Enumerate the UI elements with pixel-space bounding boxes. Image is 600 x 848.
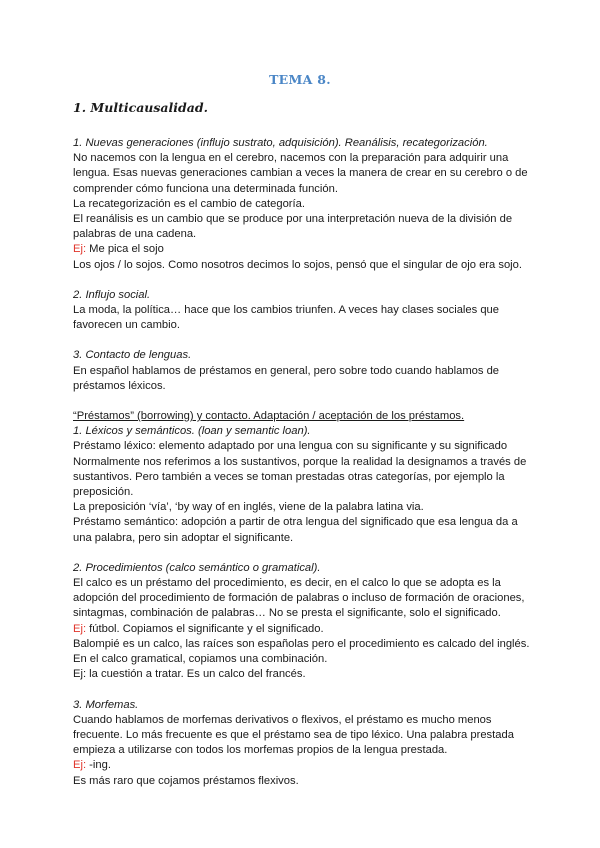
page-title: TEMA 8. <box>269 72 331 87</box>
paragraph: Los ojos / lo sojos. Como nosotros decimos lo sojos, pensó que el singular de ojo era sojo. <box>73 258 522 271</box>
document-body <box>73 100 533 789</box>
subheading-lexicos-semanticos: 1. Léxicos y semánticos. (loan y semantic loan). <box>73 425 311 438</box>
paragraph: Balompié es un calco, las raíces son españolas pero el procedimiento es calcado del inglés. <box>73 637 530 650</box>
paragraph: En español hablamos de préstamos en general, pero sobre todo cuando hablamos de préstamos léxicos. <box>73 364 500 392</box>
example-line <box>73 242 533 257</box>
paragraph: Préstamo léxico: elemento adaptado por una lengua con su significante y su significado <box>73 440 508 453</box>
section-heading-prestamos: “Préstamos” (borrowing) y contacto. Adaptación / aceptación de los préstamos. <box>73 410 465 423</box>
paragraph: El reanálisis es un cambio que se produce por una interpretación nueva de la división de palabras de una cadena. <box>73 213 513 241</box>
example-line <box>73 622 533 637</box>
example-line <box>73 758 533 773</box>
example-label: Ej: <box>73 622 87 635</box>
subheading-nuevas-generaciones: 1. Nuevas generaciones (influjo sustrato, adquisición). Reanálisis, recategorización. <box>73 137 488 149</box>
example-text: fútbol. Copiamos el significante y el significado. <box>86 622 324 635</box>
paragraph: En el calco gramatical, copiamos una combinación. <box>73 653 328 666</box>
paragraph: La preposición ‘vía’, ‘by way of en inglés, viene de la palabra latina via. <box>73 501 424 514</box>
example-label: Ej: <box>73 759 87 772</box>
example-text: Me pica el sojo <box>86 243 164 256</box>
example-label: Ej: <box>73 243 87 256</box>
paragraph: La recategorización es el cambio de categoría. <box>73 197 305 210</box>
paragraph: No nacemos con la lengua en el cerebro, nacemos con la preparación para adquirir una lengua. Esas nuevas generaciones cambian a veces la manera de crear en su cerebro o de comprender cómo funciona una determinada función. <box>73 152 528 195</box>
paragraph: Es más raro que cojamos préstamos flexivos. <box>73 774 299 787</box>
paragraph: Normalmente nos referimos a los sustantivos, porque la realidad la designamos a través de sustantivos. Pero también a veces se toman prestadas otras categorías, por ejemplo la preposición. <box>73 455 527 499</box>
section-heading-multicausalidad: 1. Multicausalidad. <box>73 100 208 115</box>
paragraph: Cuando hablamos de morfemas derivativos o flexivos, el préstamo es mucho menos frecuente. Lo más frecuente es que el préstamo sea de tipo léxico. Una palabra prestada empieza a utilizarse con todos los morfemas propios de la lengua prestada. <box>73 713 514 757</box>
paragraph: Ej: la cuestión a tratar. Es un calco del francés. <box>73 668 306 681</box>
paragraph: El calco es un préstamo del procedimiento, es decir, en el calco lo que se adopta es la adopción del procedimiento de formación de palabras o incluso de formación de oraciones, sintagmas, combinación de palabras… No se presta el significante, solo el significado. <box>73 577 525 620</box>
subheading-procedimientos: 2. Procedimientos (calco semántico o gramatical). <box>73 561 321 574</box>
subheading-contacto-lenguas: 3. Contacto de lenguas. <box>73 349 192 362</box>
example-text: -ing. <box>86 759 111 772</box>
subheading-influjo-social: 2. Influjo social. <box>73 288 151 301</box>
subheading-morfemas: 3. Morfemas. <box>73 698 139 711</box>
paragraph: La moda, la política… hace que los cambios triunfen. A veces hay clases sociales que favorecen un cambio. <box>73 304 499 332</box>
paragraph: Préstamo semántico: adopción a partir de otra lengua del significado que esa lengua da a una palabra, pero sin adoptar el significante. <box>73 516 518 544</box>
